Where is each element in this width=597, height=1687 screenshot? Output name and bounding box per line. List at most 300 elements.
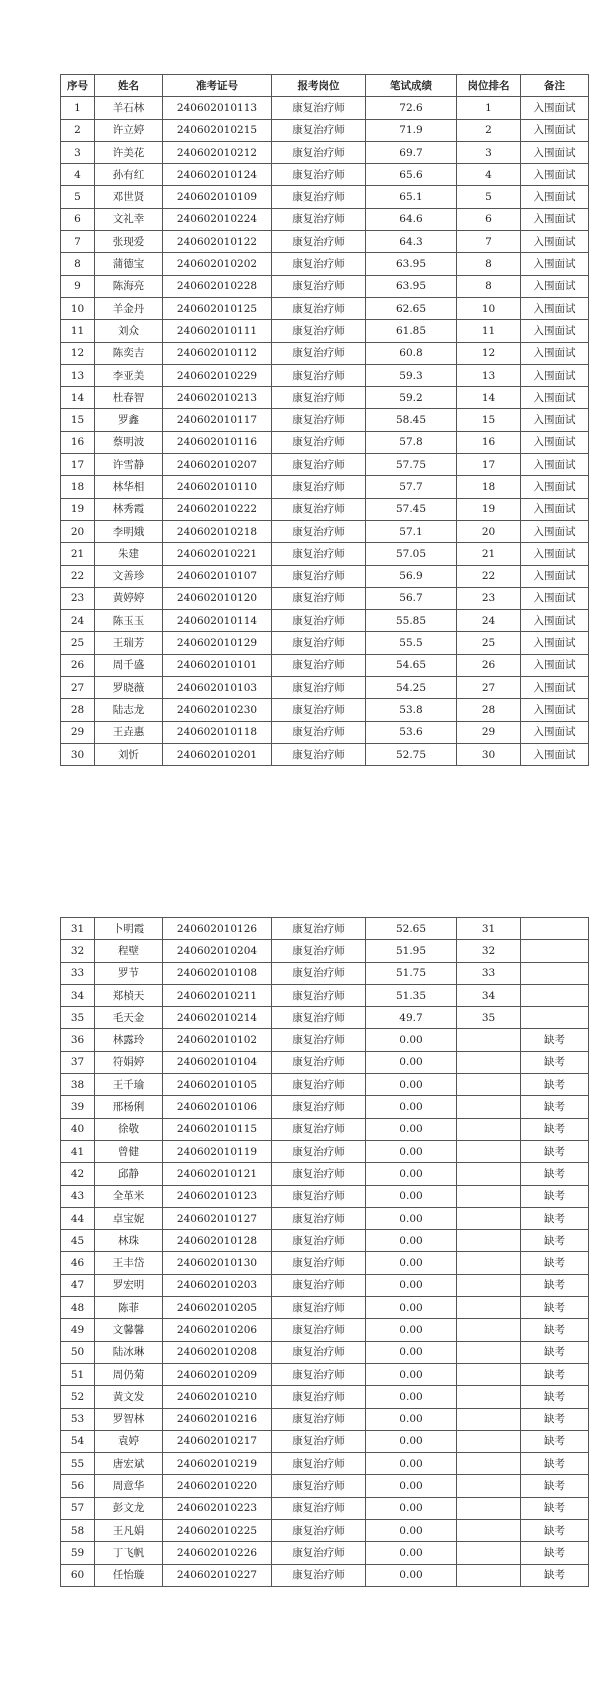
cell-score: 0.00 [366, 1363, 457, 1385]
cell-name: 王瑞芳 [95, 632, 163, 654]
cell-position: 康复治疗师 [272, 1096, 366, 1118]
cell-exam-id: 240602010210 [163, 1386, 272, 1408]
cell-exam-id: 240602010202 [163, 253, 272, 275]
cell-score: 0.00 [366, 1096, 457, 1118]
cell-position: 康复治疗师 [272, 1185, 366, 1207]
cell-exam-id: 240602010110 [163, 476, 272, 498]
results-table-page-1 [60, 74, 589, 766]
cell-remark: 缺考 [521, 1140, 589, 1162]
cell-name: 蒲德宝 [95, 253, 163, 275]
cell-score: 53.6 [366, 721, 457, 743]
table-row [61, 119, 589, 141]
cell-index: 13 [61, 364, 95, 386]
cell-rank: 25 [457, 632, 521, 654]
cell-position: 康复治疗师 [272, 1163, 366, 1185]
cell-exam-id: 240602010101 [163, 654, 272, 676]
table-row [61, 1096, 589, 1118]
table-row [61, 962, 589, 984]
cell-exam-id: 240602010206 [163, 1319, 272, 1341]
cell-exam-id: 240602010127 [163, 1207, 272, 1229]
cell-rank: 17 [457, 454, 521, 476]
cell-remark [521, 984, 589, 1006]
cell-index: 19 [61, 498, 95, 520]
cell-exam-id: 240602010103 [163, 677, 272, 699]
cell-index: 9 [61, 275, 95, 297]
cell-score: 0.00 [366, 1430, 457, 1452]
cell-exam-id: 240602010216 [163, 1408, 272, 1430]
cell-index: 21 [61, 543, 95, 565]
cell-index: 10 [61, 297, 95, 319]
cell-position: 康复治疗师 [272, 1341, 366, 1363]
table-row [61, 543, 589, 565]
cell-index: 57 [61, 1497, 95, 1519]
cell-rank: 33 [457, 962, 521, 984]
cell-index: 7 [61, 231, 95, 253]
cell-rank: 12 [457, 342, 521, 364]
cell-rank: 21 [457, 543, 521, 565]
cell-exam-id: 240602010211 [163, 984, 272, 1006]
cell-exam-id: 240602010229 [163, 364, 272, 386]
cell-rank [457, 1497, 521, 1519]
cell-position: 康复治疗师 [272, 297, 366, 319]
cell-position: 康复治疗师 [272, 431, 366, 453]
cell-score: 49.7 [366, 1007, 457, 1029]
cell-remark: 缺考 [521, 1520, 589, 1542]
cell-position: 康复治疗师 [272, 275, 366, 297]
table-row [61, 498, 589, 520]
cell-score: 0.00 [366, 1074, 457, 1096]
cell-score: 0.00 [366, 1274, 457, 1296]
cell-exam-id: 240602010108 [163, 962, 272, 984]
cell-remark: 缺考 [521, 1029, 589, 1051]
cell-name: 王千瑜 [95, 1074, 163, 1096]
cell-position: 康复治疗师 [272, 565, 366, 587]
cell-remark: 缺考 [521, 1230, 589, 1252]
cell-name: 曾健 [95, 1140, 163, 1162]
cell-remark: 入围面试 [521, 632, 589, 654]
table-header-row [61, 75, 589, 97]
cell-name: 林露玲 [95, 1029, 163, 1051]
cell-remark: 缺考 [521, 1408, 589, 1430]
cell-position: 康复治疗师 [272, 1475, 366, 1497]
cell-name: 徐敬 [95, 1118, 163, 1140]
table-row [61, 654, 589, 676]
cell-rank: 23 [457, 587, 521, 609]
cell-rank [457, 1230, 521, 1252]
header-position: 报考岗位 [272, 75, 366, 97]
cell-position: 康复治疗师 [272, 587, 366, 609]
cell-remark: 缺考 [521, 1163, 589, 1185]
cell-exam-id: 240602010205 [163, 1297, 272, 1319]
cell-index: 20 [61, 520, 95, 542]
cell-position: 康复治疗师 [272, 1564, 366, 1586]
cell-rank: 32 [457, 940, 521, 962]
cell-score: 58.45 [366, 409, 457, 431]
cell-position: 康复治疗师 [272, 97, 366, 119]
table-row [61, 1408, 589, 1430]
cell-name: 任怡璇 [95, 1564, 163, 1586]
cell-exam-id: 240602010111 [163, 320, 272, 342]
cell-exam-id: 240602010105 [163, 1074, 272, 1096]
table-row [61, 1230, 589, 1252]
cell-name: 袁婷 [95, 1430, 163, 1452]
cell-remark: 入围面试 [521, 721, 589, 743]
cell-exam-id: 240602010220 [163, 1475, 272, 1497]
cell-remark: 入围面试 [521, 208, 589, 230]
cell-position: 康复治疗师 [272, 208, 366, 230]
cell-rank [457, 1564, 521, 1586]
cell-position: 康复治疗师 [272, 940, 366, 962]
cell-index: 11 [61, 320, 95, 342]
cell-score: 59.2 [366, 387, 457, 409]
cell-index: 36 [61, 1029, 95, 1051]
cell-exam-id: 240602010230 [163, 699, 272, 721]
cell-exam-id: 240602010109 [163, 186, 272, 208]
cell-rank: 22 [457, 565, 521, 587]
cell-position: 康复治疗师 [272, 677, 366, 699]
cell-rank [457, 1140, 521, 1162]
table-row [61, 1118, 589, 1140]
cell-name: 李明娥 [95, 520, 163, 542]
cell-remark: 入围面试 [521, 431, 589, 453]
table-row [61, 520, 589, 542]
cell-index: 38 [61, 1074, 95, 1096]
cell-name: 刘众 [95, 320, 163, 342]
header-exam-id: 准考证号 [163, 75, 272, 97]
cell-remark [521, 918, 589, 940]
cell-name: 许雪静 [95, 454, 163, 476]
cell-position: 康复治疗师 [272, 699, 366, 721]
cell-position: 康复治疗师 [272, 141, 366, 163]
cell-name: 李亚美 [95, 364, 163, 386]
cell-name: 全革米 [95, 1185, 163, 1207]
cell-index: 42 [61, 1163, 95, 1185]
cell-name: 孙有红 [95, 164, 163, 186]
cell-position: 康复治疗师 [272, 962, 366, 984]
cell-exam-id: 240602010119 [163, 1140, 272, 1162]
cell-name: 张现爱 [95, 231, 163, 253]
cell-remark: 入围面试 [521, 543, 589, 565]
cell-rank: 18 [457, 476, 521, 498]
cell-index: 52 [61, 1386, 95, 1408]
cell-index: 26 [61, 654, 95, 676]
cell-index: 24 [61, 610, 95, 632]
cell-rank [457, 1207, 521, 1229]
table-row [61, 1140, 589, 1162]
cell-position: 康复治疗师 [272, 1408, 366, 1430]
cell-score: 0.00 [366, 1140, 457, 1162]
table-row [61, 918, 589, 940]
cell-exam-id: 240602010118 [163, 721, 272, 743]
cell-index: 25 [61, 632, 95, 654]
cell-index: 58 [61, 1520, 95, 1542]
cell-remark: 缺考 [521, 1096, 589, 1118]
cell-score: 57.05 [366, 543, 457, 565]
cell-index: 34 [61, 984, 95, 1006]
cell-exam-id: 240602010218 [163, 520, 272, 542]
cell-position: 康复治疗师 [272, 119, 366, 141]
cell-rank: 1 [457, 97, 521, 119]
cell-exam-id: 240602010107 [163, 565, 272, 587]
table-row [61, 231, 589, 253]
cell-remark: 缺考 [521, 1564, 589, 1586]
cell-remark: 入围面试 [521, 610, 589, 632]
cell-position: 康复治疗师 [272, 1319, 366, 1341]
cell-rank: 29 [457, 721, 521, 743]
cell-position: 康复治疗师 [272, 1542, 366, 1564]
cell-rank: 8 [457, 275, 521, 297]
cell-exam-id: 240602010208 [163, 1341, 272, 1363]
header-name: 姓名 [95, 75, 163, 97]
table-row [61, 565, 589, 587]
cell-name: 陆志龙 [95, 699, 163, 721]
cell-position: 康复治疗师 [272, 1074, 366, 1096]
cell-position: 康复治疗师 [272, 1297, 366, 1319]
cell-index: 37 [61, 1051, 95, 1073]
cell-index: 33 [61, 962, 95, 984]
header-score: 笔试成绩 [366, 75, 457, 97]
cell-index: 50 [61, 1341, 95, 1363]
cell-score: 0.00 [366, 1475, 457, 1497]
cell-index: 53 [61, 1408, 95, 1430]
cell-position: 康复治疗师 [272, 1386, 366, 1408]
cell-score: 0.00 [366, 1497, 457, 1519]
cell-score: 0.00 [366, 1252, 457, 1274]
cell-exam-id: 240602010114 [163, 610, 272, 632]
table-row [61, 699, 589, 721]
cell-rank: 20 [457, 520, 521, 542]
cell-score: 57.7 [366, 476, 457, 498]
table-row [61, 1207, 589, 1229]
cell-name: 毛天金 [95, 1007, 163, 1029]
cell-position: 康复治疗师 [272, 409, 366, 431]
header-index: 序号 [61, 75, 95, 97]
cell-name: 蔡明波 [95, 431, 163, 453]
table-row [61, 454, 589, 476]
cell-rank [457, 1252, 521, 1274]
cell-remark: 入围面试 [521, 565, 589, 587]
cell-name: 刘忻 [95, 743, 163, 765]
cell-name: 王凡娟 [95, 1520, 163, 1542]
cell-exam-id: 240602010102 [163, 1029, 272, 1051]
cell-index: 18 [61, 476, 95, 498]
cell-exam-id: 240602010228 [163, 275, 272, 297]
table-row [61, 1475, 589, 1497]
cell-exam-id: 240602010219 [163, 1453, 272, 1475]
cell-position: 康复治疗师 [272, 1453, 366, 1475]
table-row [61, 1029, 589, 1051]
cell-exam-id: 240602010217 [163, 1430, 272, 1452]
cell-name: 罗节 [95, 962, 163, 984]
cell-index: 46 [61, 1252, 95, 1274]
cell-name: 郑楨天 [95, 984, 163, 1006]
cell-rank [457, 1475, 521, 1497]
cell-index: 45 [61, 1230, 95, 1252]
cell-rank: 16 [457, 431, 521, 453]
cell-name: 陈菲 [95, 1297, 163, 1319]
cell-index: 5 [61, 186, 95, 208]
cell-position: 康复治疗师 [272, 743, 366, 765]
cell-rank: 11 [457, 320, 521, 342]
cell-index: 32 [61, 940, 95, 962]
cell-score: 69.7 [366, 141, 457, 163]
cell-rank [457, 1185, 521, 1207]
cell-score: 0.00 [366, 1185, 457, 1207]
cell-score: 59.3 [366, 364, 457, 386]
table-row [61, 320, 589, 342]
cell-remark: 缺考 [521, 1386, 589, 1408]
cell-rank: 30 [457, 743, 521, 765]
cell-name: 文礼幸 [95, 208, 163, 230]
cell-rank: 8 [457, 253, 521, 275]
cell-name: 许立婷 [95, 119, 163, 141]
cell-name: 符娟婷 [95, 1051, 163, 1073]
cell-index: 35 [61, 1007, 95, 1029]
cell-name: 黄文发 [95, 1386, 163, 1408]
table-row [61, 431, 589, 453]
cell-score: 57.1 [366, 520, 457, 542]
table-row [61, 186, 589, 208]
cell-remark: 入围面试 [521, 476, 589, 498]
cell-score: 57.45 [366, 498, 457, 520]
cell-position: 康复治疗师 [272, 1497, 366, 1519]
table-row [61, 1252, 589, 1274]
cell-rank: 34 [457, 984, 521, 1006]
cell-name: 唐宏斌 [95, 1453, 163, 1475]
cell-position: 康复治疗师 [272, 1051, 366, 1073]
cell-exam-id: 240602010226 [163, 1542, 272, 1564]
cell-exam-id: 240602010223 [163, 1497, 272, 1519]
cell-position: 康复治疗师 [272, 1274, 366, 1296]
cell-rank [457, 1274, 521, 1296]
cell-position: 康复治疗师 [272, 1118, 366, 1140]
cell-exam-id: 240602010112 [163, 342, 272, 364]
cell-exam-id: 240602010213 [163, 387, 272, 409]
cell-exam-id: 240602010113 [163, 97, 272, 119]
table-row [61, 253, 589, 275]
table-row [61, 275, 589, 297]
cell-remark: 缺考 [521, 1185, 589, 1207]
cell-position: 康复治疗师 [272, 610, 366, 632]
cell-position: 康复治疗师 [272, 164, 366, 186]
cell-remark: 入围面试 [521, 164, 589, 186]
cell-remark: 缺考 [521, 1207, 589, 1229]
table-row [61, 1497, 589, 1519]
cell-score: 0.00 [366, 1163, 457, 1185]
table-row [61, 1007, 589, 1029]
cell-remark: 入围面试 [521, 699, 589, 721]
cell-position: 康复治疗师 [272, 654, 366, 676]
cell-score: 0.00 [366, 1207, 457, 1229]
cell-exam-id: 240602010121 [163, 1163, 272, 1185]
cell-score: 51.75 [366, 962, 457, 984]
table-row [61, 476, 589, 498]
cell-rank: 24 [457, 610, 521, 632]
cell-score: 63.95 [366, 253, 457, 275]
cell-score: 0.00 [366, 1520, 457, 1542]
cell-exam-id: 240602010130 [163, 1252, 272, 1274]
cell-rank: 7 [457, 231, 521, 253]
cell-rank [457, 1363, 521, 1385]
cell-score: 52.65 [366, 918, 457, 940]
cell-rank [457, 1163, 521, 1185]
cell-rank: 2 [457, 119, 521, 141]
cell-rank: 6 [457, 208, 521, 230]
cell-index: 23 [61, 587, 95, 609]
cell-position: 康复治疗师 [272, 1430, 366, 1452]
cell-remark: 缺考 [521, 1319, 589, 1341]
cell-score: 64.3 [366, 231, 457, 253]
cell-score: 0.00 [366, 1408, 457, 1430]
table-row [61, 940, 589, 962]
cell-exam-id: 240602010120 [163, 587, 272, 609]
cell-score: 71.9 [366, 119, 457, 141]
cell-position: 康复治疗师 [272, 1207, 366, 1229]
table-row [61, 97, 589, 119]
cell-index: 47 [61, 1274, 95, 1296]
cell-name: 杜春智 [95, 387, 163, 409]
cell-name: 陈奕吉 [95, 342, 163, 364]
cell-score: 0.00 [366, 1297, 457, 1319]
cell-index: 49 [61, 1319, 95, 1341]
table-row [61, 610, 589, 632]
cell-index: 6 [61, 208, 95, 230]
cell-position: 康复治疗师 [272, 1363, 366, 1385]
cell-name: 朱建 [95, 543, 163, 565]
cell-remark: 缺考 [521, 1118, 589, 1140]
cell-position: 康复治疗师 [272, 520, 366, 542]
cell-remark: 入围面试 [521, 520, 589, 542]
cell-score: 57.75 [366, 454, 457, 476]
cell-score: 0.00 [366, 1564, 457, 1586]
cell-index: 12 [61, 342, 95, 364]
cell-score: 62.65 [366, 297, 457, 319]
table-row [61, 984, 589, 1006]
cell-rank [457, 1297, 521, 1319]
cell-index: 39 [61, 1096, 95, 1118]
cell-rank: 10 [457, 297, 521, 319]
cell-position: 康复治疗师 [272, 364, 366, 386]
cell-index: 29 [61, 721, 95, 743]
cell-name: 黄婷婷 [95, 587, 163, 609]
cell-index: 48 [61, 1297, 95, 1319]
table-row [61, 387, 589, 409]
cell-exam-id: 240602010203 [163, 1274, 272, 1296]
cell-name: 周仍菊 [95, 1363, 163, 1385]
header-rank: 岗位排名 [457, 75, 521, 97]
cell-score: 72.6 [366, 97, 457, 119]
cell-name: 卓宝妮 [95, 1207, 163, 1229]
cell-rank [457, 1029, 521, 1051]
cell-score: 56.9 [366, 565, 457, 587]
cell-score: 0.00 [366, 1029, 457, 1051]
cell-index: 15 [61, 409, 95, 431]
cell-name: 王丰岱 [95, 1252, 163, 1274]
cell-index: 51 [61, 1363, 95, 1385]
cell-name: 邓世贤 [95, 186, 163, 208]
table-row [61, 743, 589, 765]
cell-index: 27 [61, 677, 95, 699]
cell-rank [457, 1118, 521, 1140]
cell-rank [457, 1430, 521, 1452]
table-row [61, 1319, 589, 1341]
cell-name: 羊金丹 [95, 297, 163, 319]
cell-position: 康复治疗师 [272, 454, 366, 476]
cell-exam-id: 240602010128 [163, 1230, 272, 1252]
cell-index: 55 [61, 1453, 95, 1475]
cell-position: 康复治疗师 [272, 984, 366, 1006]
cell-name: 陆冰琳 [95, 1341, 163, 1363]
